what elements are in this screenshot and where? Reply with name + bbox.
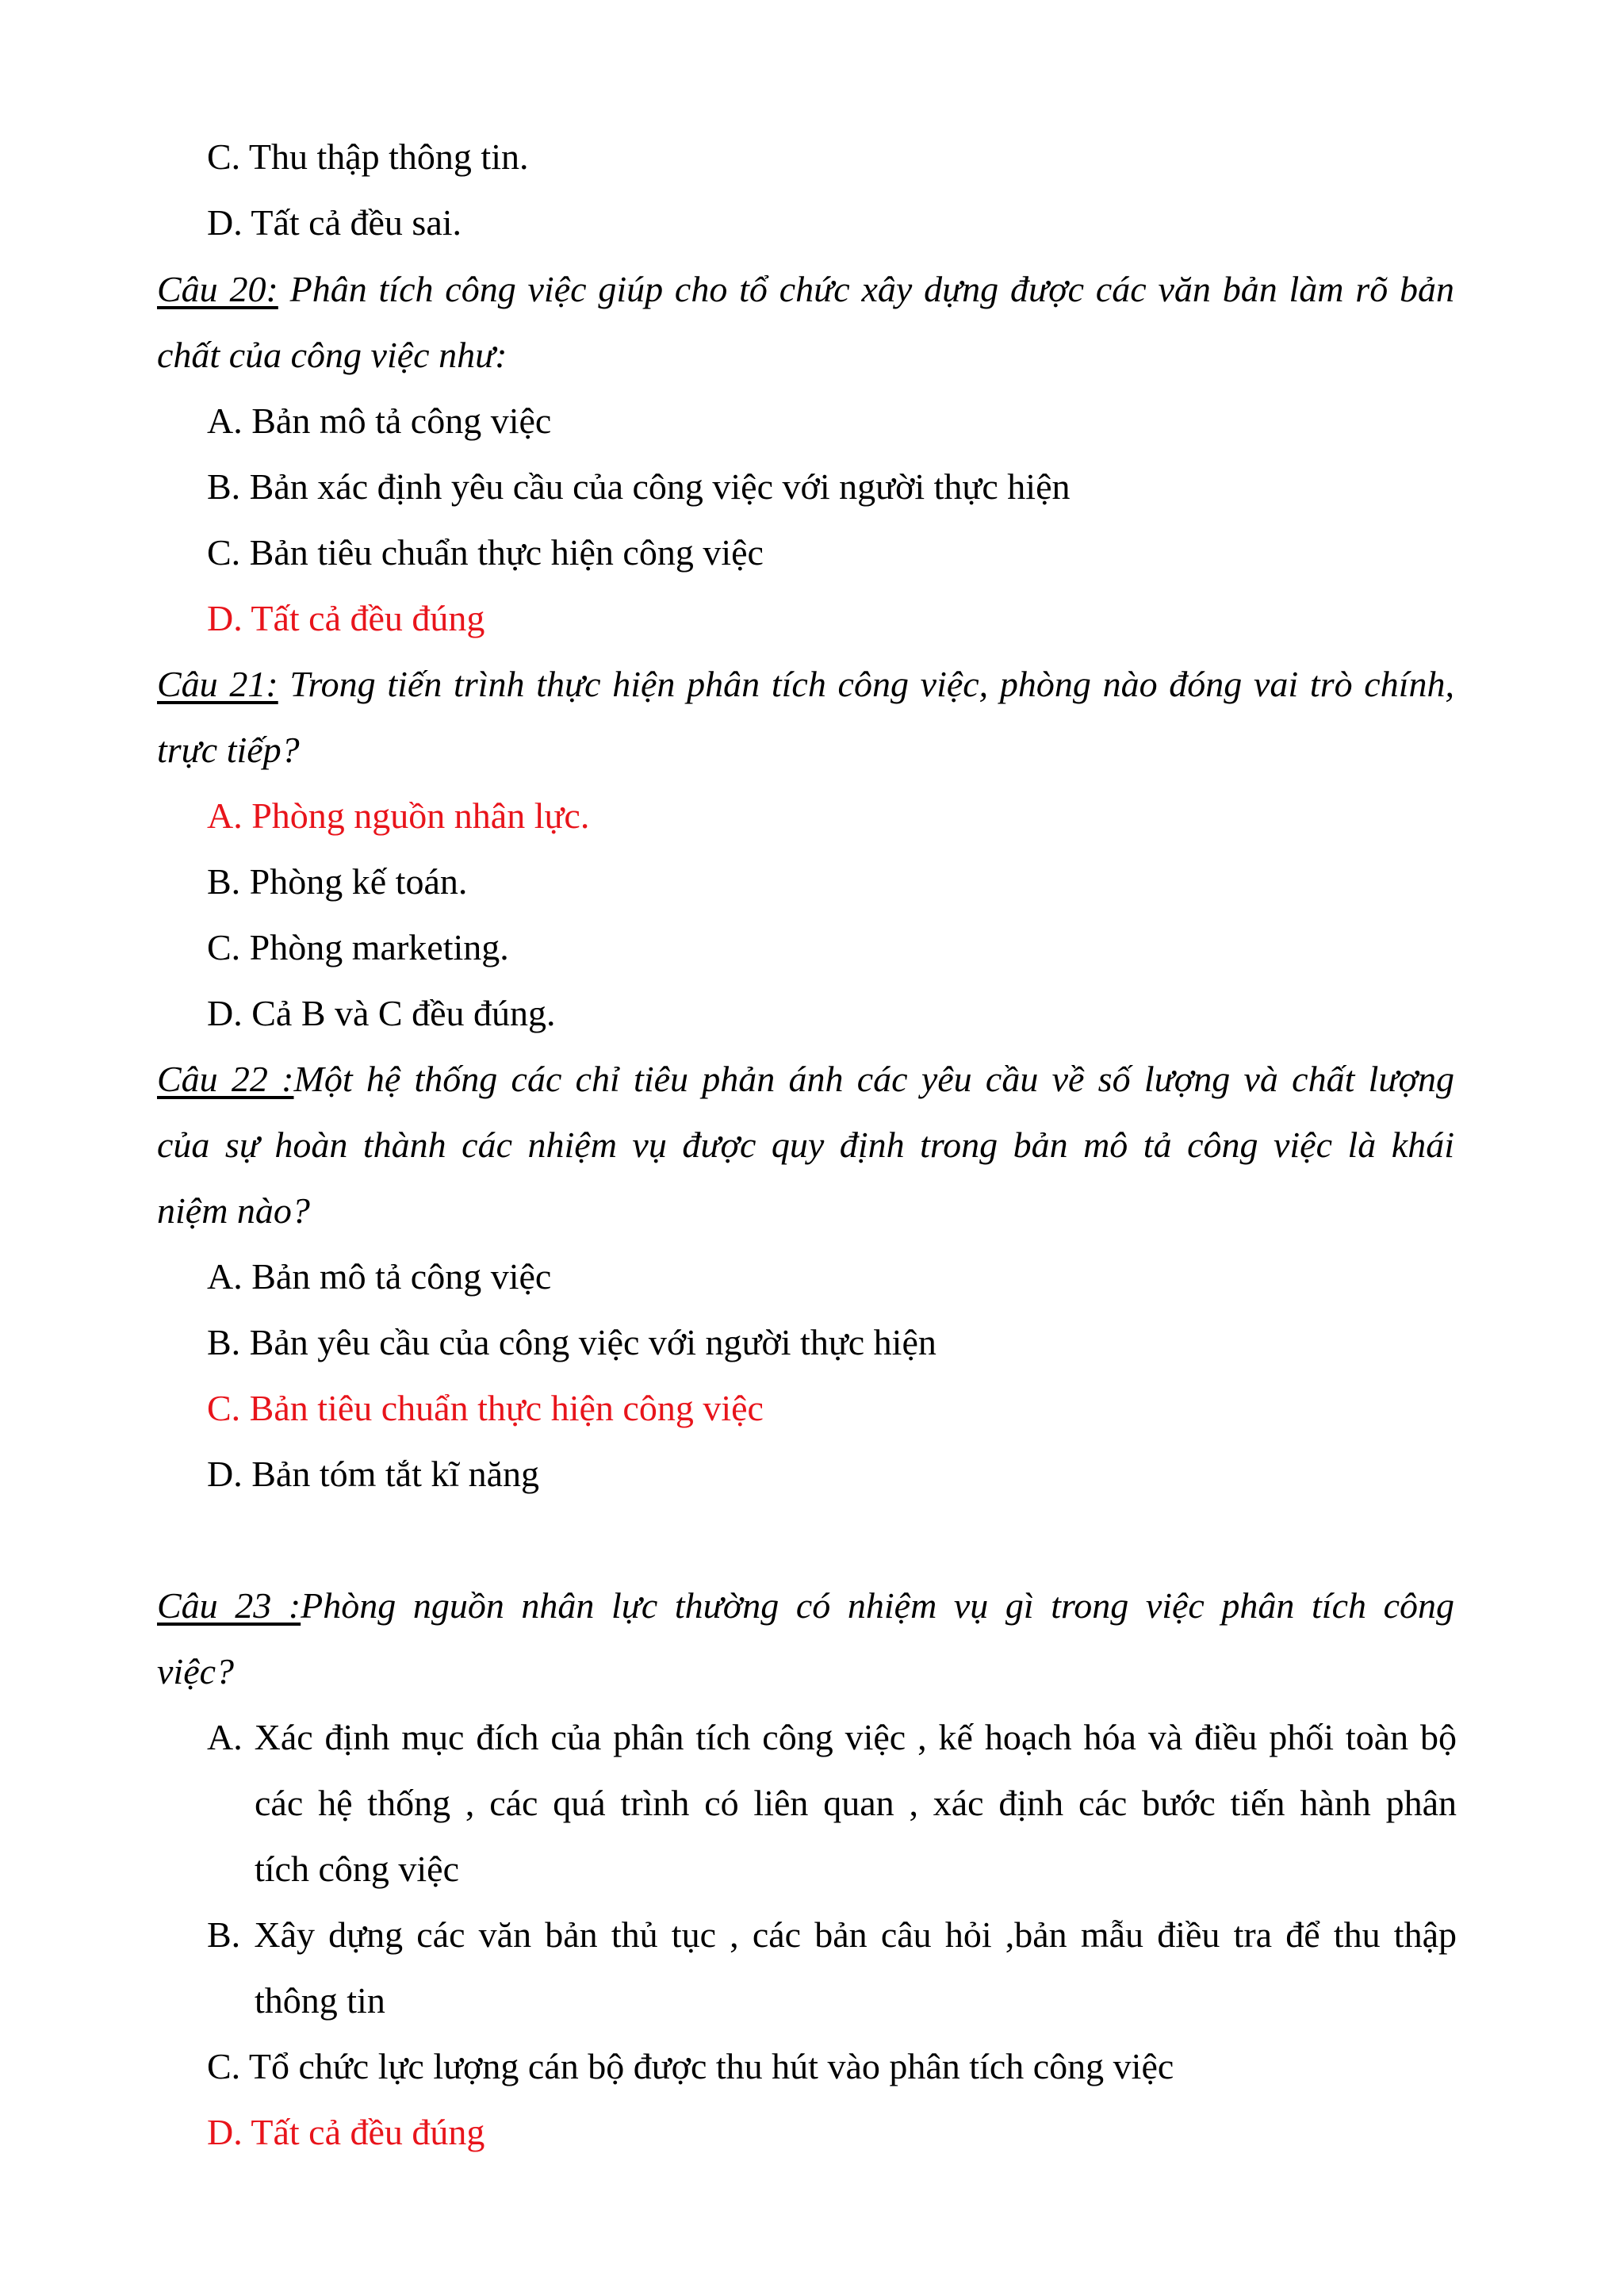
q20-option-a: A. Bản mô tả công việc bbox=[207, 400, 552, 441]
q22-text-1: Một hệ thống các chỉ tiêu phản ánh các yêu cầu về số lượng và chất lượng bbox=[293, 1059, 1455, 1099]
q22-option-a: A. Bản mô tả công việc bbox=[207, 1256, 552, 1297]
q23-text-1: Phòng nguồn nhân lực thường có nhiệm vụ gì trong việc phân tích công bbox=[301, 1585, 1454, 1626]
q22-option-d: D. Bản tóm tắt kĩ năng bbox=[207, 1454, 540, 1494]
q23-option-a-line-2: các hệ thống , các quá trình có liên quan , xác định các bước tiến hành phân bbox=[255, 1783, 1457, 1823]
q21-question-line-2: trực tiếp? bbox=[157, 730, 300, 770]
q20-option-b: B. Bản xác định yêu cầu của công việc với người thực hiện bbox=[207, 466, 1071, 507]
q23-option-d-correct: D. Tất cả đều đúng bbox=[207, 2112, 485, 2152]
q22-number: Câu 22 : bbox=[157, 1059, 294, 1099]
q20-text-1: Phân tích công việc giúp cho tổ chức xây dựng được các văn bản làm rõ bản bbox=[278, 269, 1455, 309]
q22-option-b: B. Bản yêu cầu của công việc với người thực hiện bbox=[207, 1322, 936, 1362]
q23-option-a-line-3: tích công việc bbox=[255, 1849, 460, 1889]
q22-question-line-3: niệm nào? bbox=[157, 1190, 310, 1231]
q23-option-a-line-1: A. Xác định mục đích của phân tích công việc , kế hoạch hóa và điều phối toàn bộ bbox=[207, 1717, 1457, 1757]
q21-option-c: C. Phòng marketing. bbox=[207, 927, 509, 967]
q23-option-c: C. Tổ chức lực lượng cán bộ được thu hút vào phân tích công việc bbox=[207, 2046, 1174, 2086]
q20-question-line-1 bbox=[157, 266, 1454, 313]
q21-number: Câu 21: bbox=[157, 664, 278, 704]
q23-question-line-1 bbox=[157, 1582, 1454, 1630]
q22-question-line-1 bbox=[157, 1056, 1454, 1103]
q21-text-1: Trong tiến trình thực hiện phân tích công việc, phòng nào đóng vai trò chính, bbox=[278, 664, 1455, 704]
q22-option-c-correct: C. Bản tiêu chuẩn thực hiện công việc bbox=[207, 1388, 764, 1428]
q19-option-c: C. Thu thập thông tin. bbox=[207, 136, 529, 177]
q21-option-b: B. Phòng kế toán. bbox=[207, 861, 468, 902]
q21-question-line-1 bbox=[157, 661, 1454, 708]
q21-option-d: D. Cả B và C đều đúng. bbox=[207, 993, 556, 1033]
q20-question-line-2: chất của công việc như: bbox=[157, 335, 508, 375]
q19-option-d: D. Tất cả đều sai. bbox=[207, 202, 462, 243]
q20-number: Câu 20: bbox=[157, 269, 278, 309]
q20-option-d-correct: D. Tất cả đều đúng bbox=[207, 598, 485, 638]
q23-option-b-line-2: thông tin bbox=[255, 1980, 385, 2021]
q20-option-c: C. Bản tiêu chuẩn thực hiện công việc bbox=[207, 532, 764, 573]
q23-question-line-2: việc? bbox=[157, 1651, 235, 1692]
q23-number: Câu 23 : bbox=[157, 1585, 301, 1626]
q23-option-b-line-1: B. Xây dựng các văn bản thủ tục , các bản câu hỏi ,bản mẫu điều tra để thu thập bbox=[207, 1914, 1457, 1955]
q21-option-a-correct: A. Phòng nguồn nhân lực. bbox=[207, 795, 590, 836]
q22-question-line-2: của sự hoàn thành các nhiệm vụ được quy định trong bản mô tả công việc là khái bbox=[157, 1125, 1454, 1165]
